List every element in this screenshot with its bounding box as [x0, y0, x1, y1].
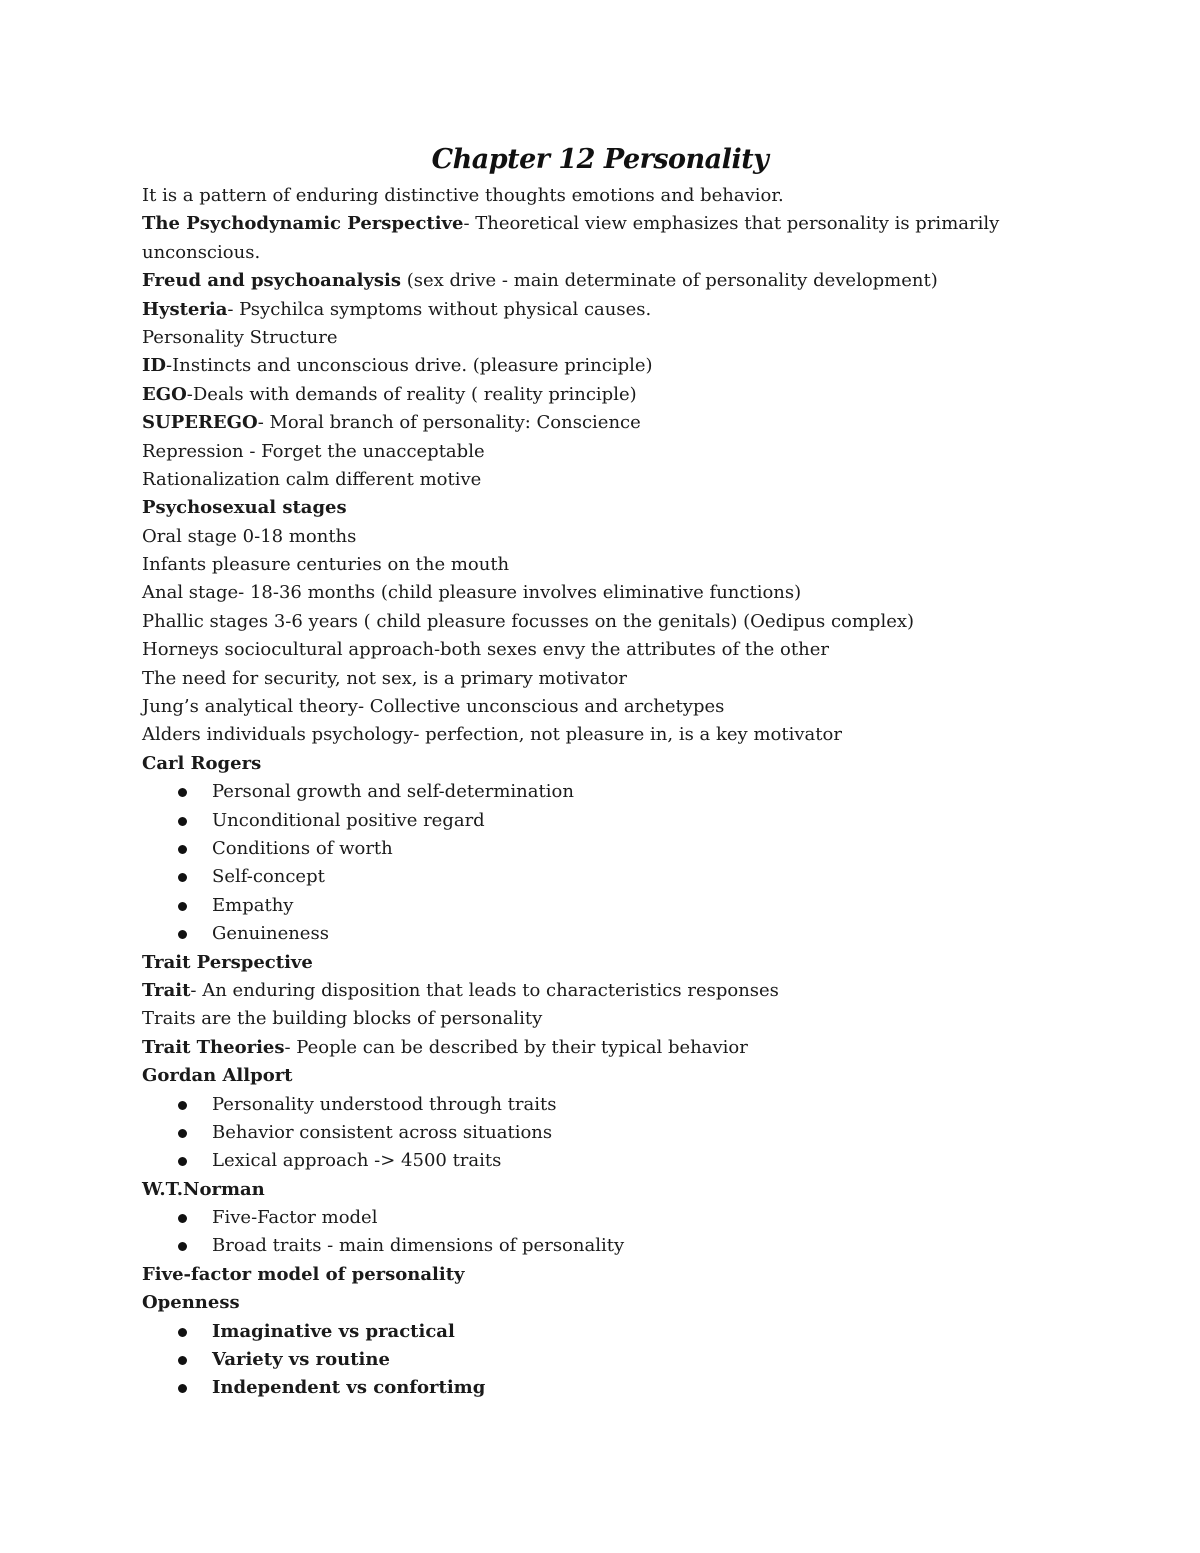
- bullet-icon: [178, 1157, 187, 1166]
- trait-term: Trait: [142, 979, 191, 1001]
- freud-line: [142, 267, 1102, 295]
- bullet-icon: [178, 1242, 187, 1251]
- superego-term: SUPEREGO: [142, 412, 258, 434]
- list-item: [142, 1091, 1102, 1119]
- psychodynamic-line: [142, 210, 1102, 238]
- bullet-icon: [178, 902, 187, 911]
- list-item-label: Empathy: [212, 894, 294, 916]
- allport-heading: Gordan Allport: [142, 1065, 293, 1087]
- list-item: [142, 920, 1102, 948]
- openness-heading: Openness: [142, 1292, 240, 1314]
- norman-heading: W.T.Norman: [142, 1178, 265, 1200]
- list-item: [142, 778, 1102, 806]
- allport-list: [142, 1091, 1102, 1176]
- bullet-icon: [178, 845, 187, 854]
- horney-line: Horneys sociocultural approach-both sexes envy the attributes of the other: [142, 639, 829, 661]
- list-item-label: Five-Factor model: [212, 1207, 378, 1229]
- list-item-label: Self-concept: [212, 866, 325, 888]
- five-factor-heading: Five-factor model of personality: [142, 1263, 465, 1285]
- id-term: ID: [142, 355, 167, 377]
- ego-line: [142, 381, 1102, 409]
- list-item: [142, 1374, 1102, 1402]
- list-item-label: Independent vs confortimg: [212, 1377, 486, 1399]
- id-definition: -Instincts and unconscious drive. (pleasure principle): [166, 355, 653, 377]
- jung-line: Jung’s analytical theory- Collective unconscious and archetypes: [142, 696, 725, 718]
- list-item: [142, 835, 1102, 863]
- superego-line: [142, 409, 1102, 437]
- trait-definition: - An enduring disposition that leads to characteristics responses: [190, 979, 779, 1001]
- list-item: [142, 863, 1102, 891]
- freud-definition: (sex drive - main determinate of personality development): [401, 270, 938, 292]
- list-item: [142, 1147, 1102, 1175]
- list-item-label: Imaginative vs practical: [212, 1320, 455, 1342]
- rogers-list: [142, 778, 1102, 948]
- bullet-icon: [178, 788, 187, 797]
- list-item-label: Unconditional positive regard: [212, 809, 485, 831]
- list-item-label: Variety vs routine: [212, 1349, 390, 1371]
- repression-line: Repression - Forget the unacceptable: [142, 440, 485, 462]
- bullet-icon: [178, 1384, 187, 1393]
- list-item-label: Behavior consistent across situations: [212, 1121, 553, 1143]
- anal-stage-line: Anal stage- 18-36 months (child pleasure involves eliminative functions): [142, 582, 802, 604]
- bullet-icon: [178, 1101, 187, 1110]
- page-title: Chapter 12 Personality: [431, 144, 769, 175]
- list-item-label: Genuineness: [212, 923, 329, 945]
- trait-theories-line: [142, 1034, 1102, 1062]
- psychodynamic-continuation: unconscious.: [142, 241, 261, 263]
- document-body: [142, 182, 1102, 1403]
- bullet-icon: [178, 1356, 187, 1365]
- ego-definition: -Deals with demands of reality ( reality principle): [186, 383, 637, 405]
- trait-theories-term: Trait Theories: [142, 1036, 285, 1058]
- list-item-label: Personal growth and self-determination: [212, 781, 574, 803]
- list-item-label: Broad traits - main dimensions of personality: [212, 1235, 625, 1257]
- psychodynamic-term: The Psychodynamic Perspective: [142, 213, 464, 235]
- bullet-icon: [178, 817, 187, 826]
- openness-list: [142, 1318, 1102, 1403]
- phallic-stage-line: Phallic stages 3-6 years ( child pleasure focusses on the genitals) (Oedipus complex): [142, 610, 915, 632]
- bullet-icon: [178, 1328, 187, 1337]
- rationalization-line: Rationalization calm different motive: [142, 468, 482, 490]
- bullet-icon: [178, 1214, 187, 1223]
- superego-definition: - Moral branch of personality: Conscience: [257, 412, 641, 434]
- list-item-label: Conditions of worth: [212, 837, 393, 859]
- infants-line: Infants pleasure centuries on the mouth: [142, 554, 510, 576]
- list-item: [142, 807, 1102, 835]
- bullet-icon: [178, 930, 187, 939]
- list-item-label: Personality understood through traits: [212, 1093, 557, 1115]
- personality-structure-line: Personality Structure: [142, 326, 338, 348]
- ego-term: EGO: [142, 383, 187, 405]
- list-item: [142, 1318, 1102, 1346]
- norman-list: [142, 1204, 1102, 1261]
- oral-stage-line: Oral stage 0-18 months: [142, 525, 357, 547]
- intro-line: It is a pattern of enduring distinctive thoughts emotions and behavior.: [142, 185, 784, 206]
- psychodynamic-definition: - Theoretical view emphasizes that personality is primarily: [463, 213, 1000, 235]
- security-line: The need for security, not sex, is a primary motivator: [142, 667, 628, 689]
- bullet-icon: [178, 1129, 187, 1138]
- trait-theories-definition: - People can be described by their typical behavior: [284, 1036, 748, 1058]
- list-item: [142, 892, 1102, 920]
- hysteria-term: Hysteria: [142, 298, 228, 320]
- bullet-icon: [178, 873, 187, 882]
- hysteria-definition: - Psychilca symptoms without physical causes.: [227, 298, 652, 320]
- adler-line: Alders individuals psychology- perfection, not pleasure in, is a key motivator: [142, 724, 842, 746]
- id-line: [142, 352, 1102, 380]
- hysteria-line: [142, 296, 1102, 324]
- trait-perspective-heading: Trait Perspective: [142, 951, 313, 973]
- list-item: [142, 1119, 1102, 1147]
- freud-term: Freud and psychoanalysis: [142, 270, 401, 292]
- trait-line: [142, 977, 1102, 1005]
- rogers-heading: Carl Rogers: [142, 752, 262, 774]
- list-item: [142, 1204, 1102, 1232]
- list-item: [142, 1232, 1102, 1260]
- psychosexual-heading: Psychosexual stages: [142, 497, 347, 519]
- list-item-label: Lexical approach -> 4500 traits: [212, 1150, 502, 1172]
- list-item: [142, 1346, 1102, 1374]
- traits-blocks-line: Traits are the building blocks of personality: [142, 1008, 543, 1030]
